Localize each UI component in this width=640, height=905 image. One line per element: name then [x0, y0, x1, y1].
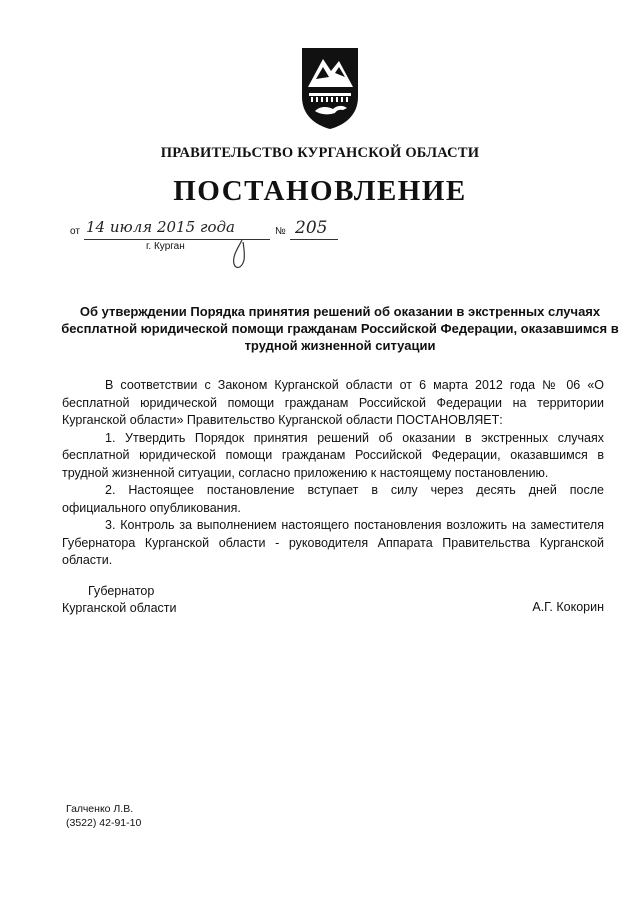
- position-line-2: Курганской области: [62, 601, 177, 615]
- city-label: г. Курган: [146, 241, 185, 252]
- body-paragraph: 2. Настоящее постановление вступает в силу через десять дней после официального опубликования.: [62, 483, 604, 515]
- handwritten-mark-icon: [228, 238, 250, 272]
- date-handwritten: 14 июля 2015 года: [86, 218, 235, 236]
- executor-phone: (3522) 42-91-10: [66, 817, 142, 829]
- number-underline: [290, 239, 338, 240]
- document-body: [62, 377, 604, 570]
- date-prefix: от: [70, 226, 80, 237]
- organization-name: ПРАВИТЕЛЬСТВО КУРГАНСКОЙ ОБЛАСТИ: [160, 145, 480, 161]
- executor-info: [66, 802, 141, 830]
- coat-of-arms-icon: [299, 45, 361, 131]
- body-paragraph: В соответствии с Законом Курганской области от 6 марта 2012 года № 06 «О бесплатной юридической помощи гражданам Российской Федерации на территории Курганской области» Правительство Курганской области ПОСТАНОВЛЯЕТ:: [62, 378, 604, 427]
- signatory-name: А.Г. Кокорин: [532, 600, 604, 614]
- executor-name: Галченко Л.В.: [66, 803, 134, 815]
- signatory-position: [62, 583, 177, 617]
- number-prefix: №: [275, 226, 286, 237]
- document-type: ПОСТАНОВЛЕНИЕ: [173, 175, 467, 207]
- number-handwritten: 205: [295, 218, 328, 238]
- position-line-1: Губернатор: [88, 584, 155, 598]
- body-paragraph: 3. Контроль за выполнением настоящего постановления возложить на заместителя Губернатора Курганской области - руководителя Аппарата Правительства Курганской области.: [62, 518, 604, 567]
- body-paragraph: 1. Утвердить Порядок принятия решений об оказании в экстренных случаях бесплатной юридической помощи гражданам Российской Федерации, оказавшимся в трудной жизненной ситуации, согласно приложению к настоящему постановлению.: [62, 430, 604, 480]
- document-title: Об утверждении Порядка принятия решений об оказании в экстренных случаях бесплатной юридической помощи гражданам Российской Федерации, оказавшимся в трудной жизненной ситуации: [61, 304, 619, 353]
